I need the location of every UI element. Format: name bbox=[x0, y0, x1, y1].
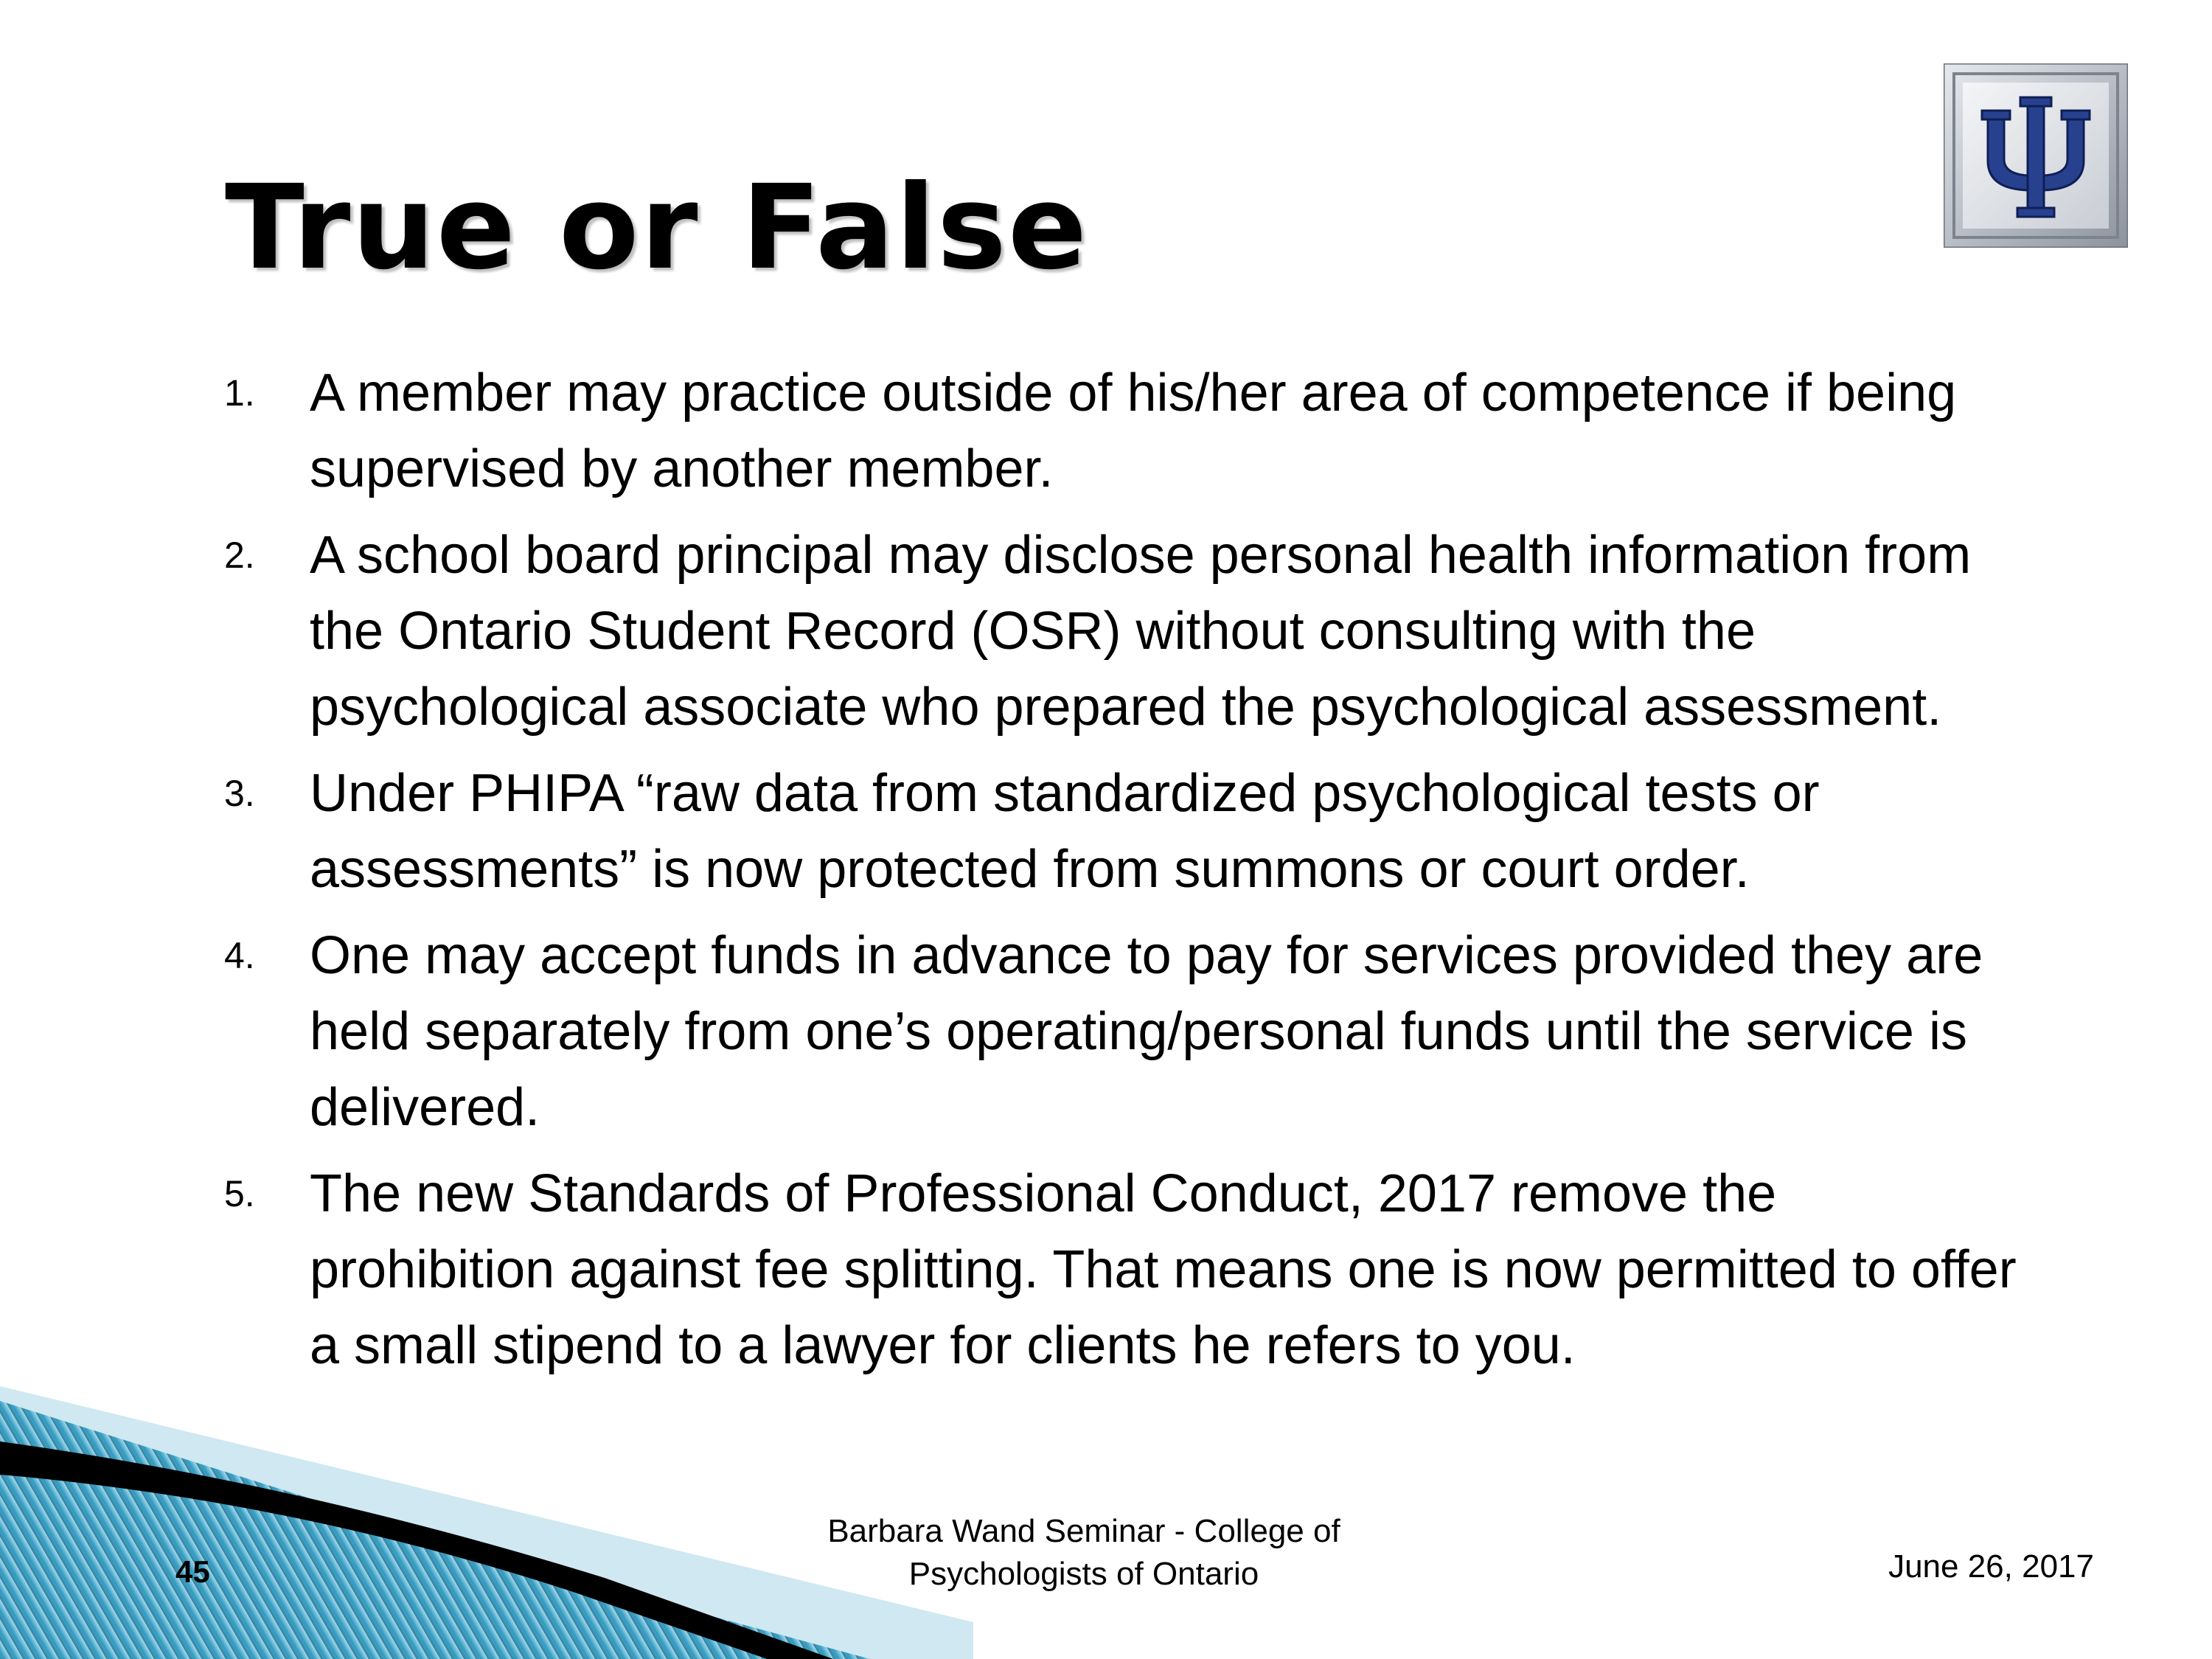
footer-caption bbox=[767, 1510, 1401, 1596]
list-item bbox=[214, 1156, 2020, 1384]
question-text: Under PHIPA “raw data from standardized psychological tests or assessments” is now protected from summons or court order. bbox=[310, 764, 1820, 899]
footer-caption-line: Psychologists of Ontario bbox=[908, 1556, 1259, 1592]
list-item bbox=[214, 756, 2020, 908]
question-list bbox=[214, 355, 2020, 1394]
question-text: A member may practice outside of his/her area of competence if being supervised by another member. bbox=[310, 364, 1957, 498]
question-number: 2. bbox=[224, 535, 255, 576]
question-text: The new Standards of Professional Conduct, 2017 remove the prohibition against fee splitting. That means one is now permitted to offer a small stipend to a lawyer for clients he refers to you. bbox=[310, 1164, 2017, 1375]
page-number: 45 bbox=[175, 1554, 210, 1589]
question-number: 3. bbox=[224, 773, 255, 814]
question-text: One may accept funds in advance to pay for services provided they are held separately from one’s operating/personal funds until the service is delivered. bbox=[310, 926, 1983, 1137]
list-item bbox=[214, 518, 2020, 745]
psi-icon bbox=[1944, 63, 2128, 248]
list-item bbox=[214, 918, 2020, 1146]
question-number: 5. bbox=[224, 1173, 255, 1214]
question-number: 4. bbox=[224, 935, 255, 976]
footer-caption-line: Barbara Wand Seminar - College of bbox=[827, 1513, 1340, 1549]
slide-title: True or False bbox=[225, 160, 1089, 296]
question-number: 1. bbox=[224, 372, 255, 414]
list-item bbox=[214, 355, 2020, 507]
footer-date: June 26, 2017 bbox=[1888, 1548, 2094, 1585]
question-text: A school board principal may disclose personal health information from the Ontario Student Record (OSR) without consulting with the psychological associate who prepared the psychological assessment. bbox=[310, 526, 1972, 737]
